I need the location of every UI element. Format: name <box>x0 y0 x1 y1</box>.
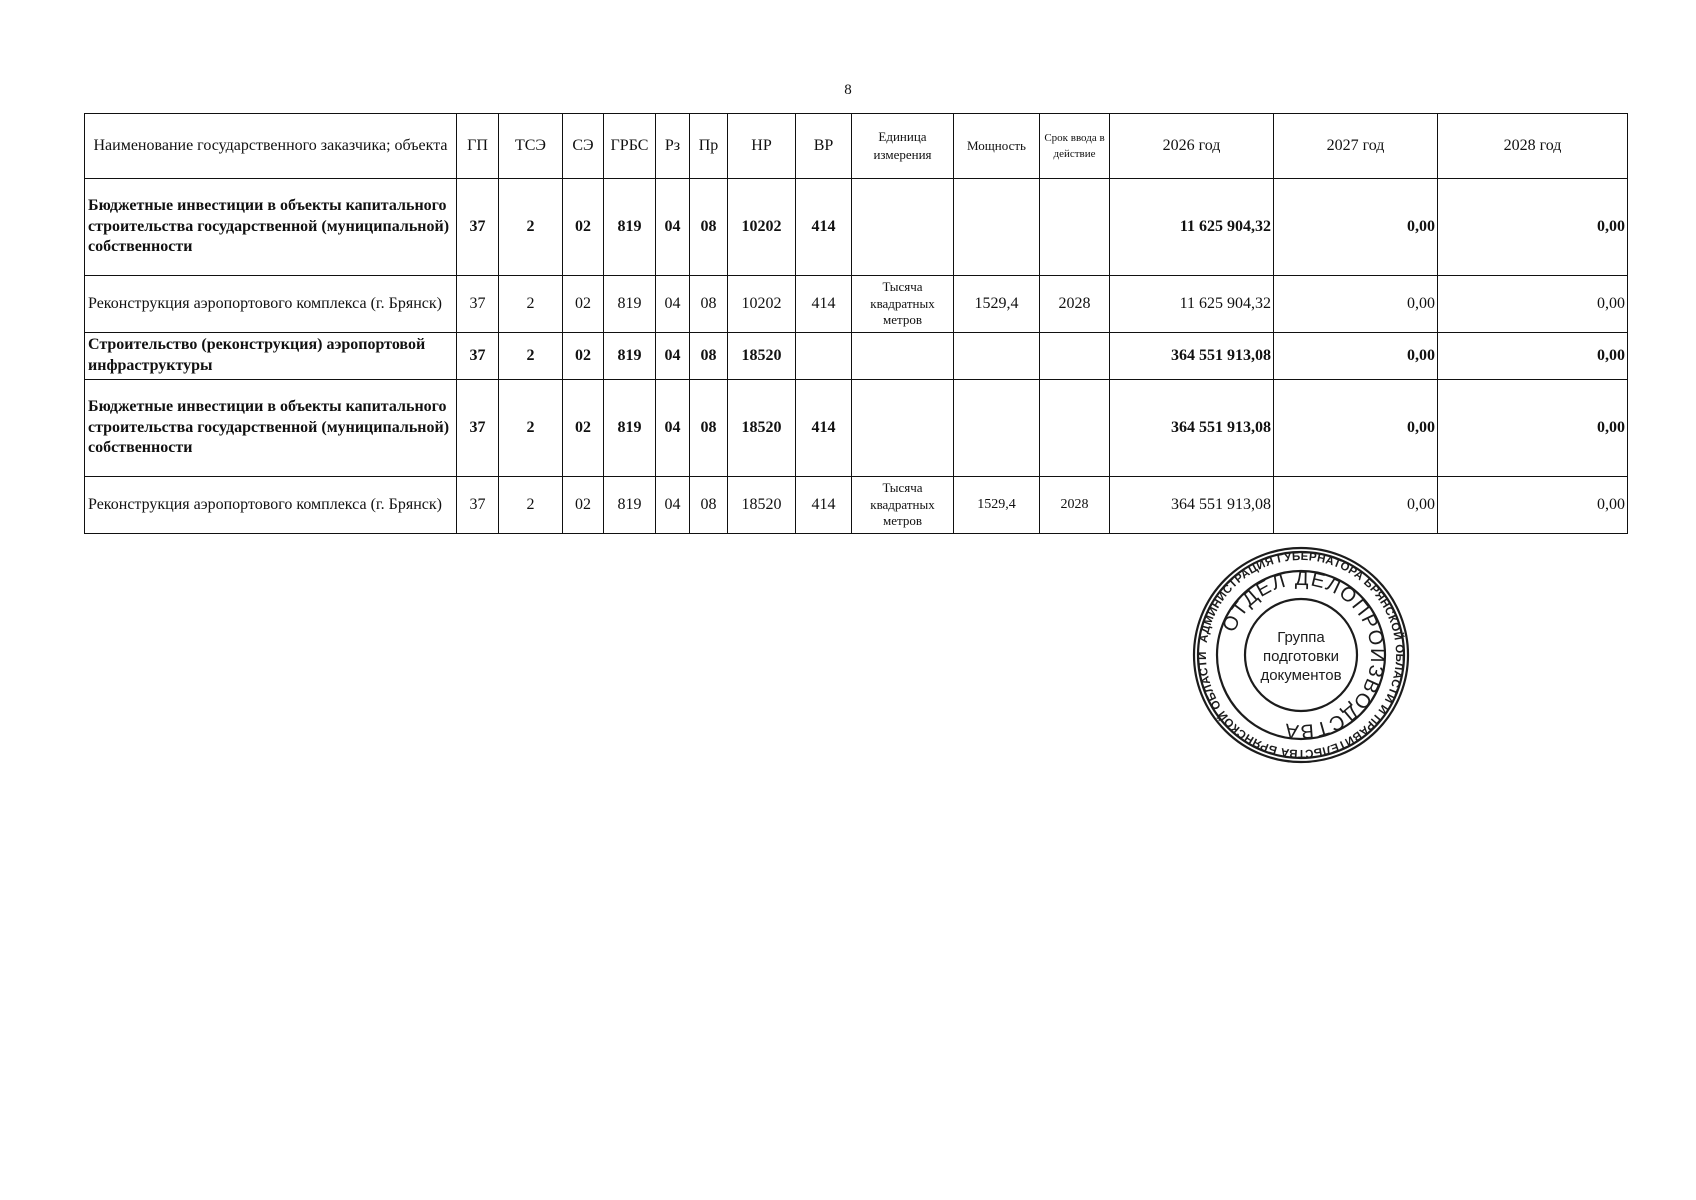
cell-name: Строительство (реконструкция) аэропортовой инфраструктуры <box>85 333 457 380</box>
cell-2026: 11 625 904,32 <box>1110 179 1274 276</box>
cell-unit <box>852 179 954 276</box>
cell-nr: 10202 <box>728 276 796 333</box>
cell-gp: 37 <box>457 380 499 477</box>
cell-grbs: 819 <box>604 179 656 276</box>
header-commissioning: Срок ввода в действие <box>1040 114 1110 179</box>
stamp-center-line: подготовки <box>1263 648 1339 665</box>
stamp-outer-text: АДМИНИСТРАЦИЯ ГУБЕРНАТОРА БРЯНСКОЙ ОБЛАСТИ И ПРАВИТЕЛЬСТВА БРЯНСКОЙ ОБЛАСТИ <box>1196 550 1406 760</box>
cell-2027: 0,00 <box>1274 333 1438 380</box>
cell-2027: 0,00 <box>1274 380 1438 477</box>
cell-2028: 0,00 <box>1438 477 1628 534</box>
header-capacity: Мощность <box>954 114 1040 179</box>
cell-name: Бюджетные инвестиции в объекты капитального строительства государственной (муниципальной) собственности <box>85 380 457 477</box>
cell-commissioning: 2028 <box>1040 276 1110 333</box>
cell-gp: 37 <box>457 477 499 534</box>
cell-vr: 414 <box>796 179 852 276</box>
table-row <box>85 333 1628 380</box>
cell-commissioning <box>1040 380 1110 477</box>
cell-capacity <box>954 333 1040 380</box>
cell-2027: 0,00 <box>1274 179 1438 276</box>
cell-2028: 0,00 <box>1438 276 1628 333</box>
cell-capacity <box>954 380 1040 477</box>
header-tse: ТСЭ <box>499 114 563 179</box>
cell-gp: 37 <box>457 179 499 276</box>
cell-gp: 37 <box>457 333 499 380</box>
cell-pr: 08 <box>690 276 728 333</box>
table-row <box>85 179 1628 276</box>
cell-commissioning <box>1040 333 1110 380</box>
cell-pr: 08 <box>690 380 728 477</box>
stamp-middle-text: ОТДЕЛ ДЕЛОПРОИЗВОДСТВА <box>1218 567 1389 743</box>
cell-vr: 414 <box>796 276 852 333</box>
cell-rz: 04 <box>656 380 690 477</box>
table-row <box>85 380 1628 477</box>
cell-unit: Тысяча квадратных метров <box>852 477 954 534</box>
cell-2028: 0,00 <box>1438 333 1628 380</box>
header-se: СЭ <box>563 114 604 179</box>
cell-2026: 364 551 913,08 <box>1110 477 1274 534</box>
cell-2026: 364 551 913,08 <box>1110 380 1274 477</box>
cell-commissioning <box>1040 179 1110 276</box>
header-gp: ГП <box>457 114 499 179</box>
header-vr: ВР <box>796 114 852 179</box>
cell-pr: 08 <box>690 179 728 276</box>
cell-rz: 04 <box>656 276 690 333</box>
cell-unit <box>852 380 954 477</box>
cell-rz: 04 <box>656 179 690 276</box>
cell-rz: 04 <box>656 477 690 534</box>
cell-nr: 18520 <box>728 477 796 534</box>
header-grbs: ГРБС <box>604 114 656 179</box>
cell-vr <box>796 333 852 380</box>
cell-name: Реконструкция аэропортового комплекса (г. Брянск) <box>85 276 457 333</box>
table-row <box>85 276 1628 333</box>
cell-2026: 364 551 913,08 <box>1110 333 1274 380</box>
table-header-row <box>85 114 1628 179</box>
cell-tse: 2 <box>499 333 563 380</box>
stamp-center-line: документов <box>1260 667 1342 684</box>
official-stamp <box>1191 545 1411 765</box>
cell-2028: 0,00 <box>1438 380 1628 477</box>
cell-2027: 0,00 <box>1274 276 1438 333</box>
header-2027: 2027 год <box>1274 114 1438 179</box>
cell-tse: 2 <box>499 380 563 477</box>
cell-grbs: 819 <box>604 380 656 477</box>
cell-name: Реконструкция аэропортового комплекса (г. Брянск) <box>85 477 457 534</box>
cell-unit <box>852 333 954 380</box>
stamp-center-line: Группа <box>1277 629 1325 646</box>
cell-grbs: 819 <box>604 333 656 380</box>
table-row <box>85 477 1628 534</box>
cell-se: 02 <box>563 333 604 380</box>
header-2028: 2028 год <box>1438 114 1628 179</box>
cell-grbs: 819 <box>604 276 656 333</box>
cell-tse: 2 <box>499 477 563 534</box>
budget-table <box>84 113 1628 534</box>
cell-vr: 414 <box>796 477 852 534</box>
cell-grbs: 819 <box>604 477 656 534</box>
page-number: 8 <box>844 82 852 98</box>
cell-tse: 2 <box>499 276 563 333</box>
header-unit: Единица измерения <box>852 114 954 179</box>
header-nr: НР <box>728 114 796 179</box>
cell-tse: 2 <box>499 179 563 276</box>
cell-capacity <box>954 179 1040 276</box>
cell-nr: 10202 <box>728 179 796 276</box>
stamp-seal <box>1191 545 1411 765</box>
cell-nr: 18520 <box>728 380 796 477</box>
cell-commissioning: 2028 <box>1040 477 1110 534</box>
cell-gp: 37 <box>457 276 499 333</box>
header-pr: Пр <box>690 114 728 179</box>
cell-name: Бюджетные инвестиции в объекты капитального строительства государственной (муниципальной) собственности <box>85 179 457 276</box>
header-name: Наименование государственного заказчика; объекта <box>85 114 457 179</box>
cell-capacity: 1529,4 <box>954 276 1040 333</box>
header-rz: Рз <box>656 114 690 179</box>
cell-vr: 414 <box>796 380 852 477</box>
cell-2027: 0,00 <box>1274 477 1438 534</box>
cell-nr: 18520 <box>728 333 796 380</box>
cell-capacity: 1529,4 <box>954 477 1040 534</box>
cell-se: 02 <box>563 179 604 276</box>
cell-se: 02 <box>563 477 604 534</box>
cell-unit: Тысяча квадратных метров <box>852 276 954 333</box>
cell-pr: 08 <box>690 477 728 534</box>
cell-2026: 11 625 904,32 <box>1110 276 1274 333</box>
cell-pr: 08 <box>690 333 728 380</box>
cell-se: 02 <box>563 380 604 477</box>
cell-2028: 0,00 <box>1438 179 1628 276</box>
header-2026: 2026 год <box>1110 114 1274 179</box>
cell-se: 02 <box>563 276 604 333</box>
cell-rz: 04 <box>656 333 690 380</box>
